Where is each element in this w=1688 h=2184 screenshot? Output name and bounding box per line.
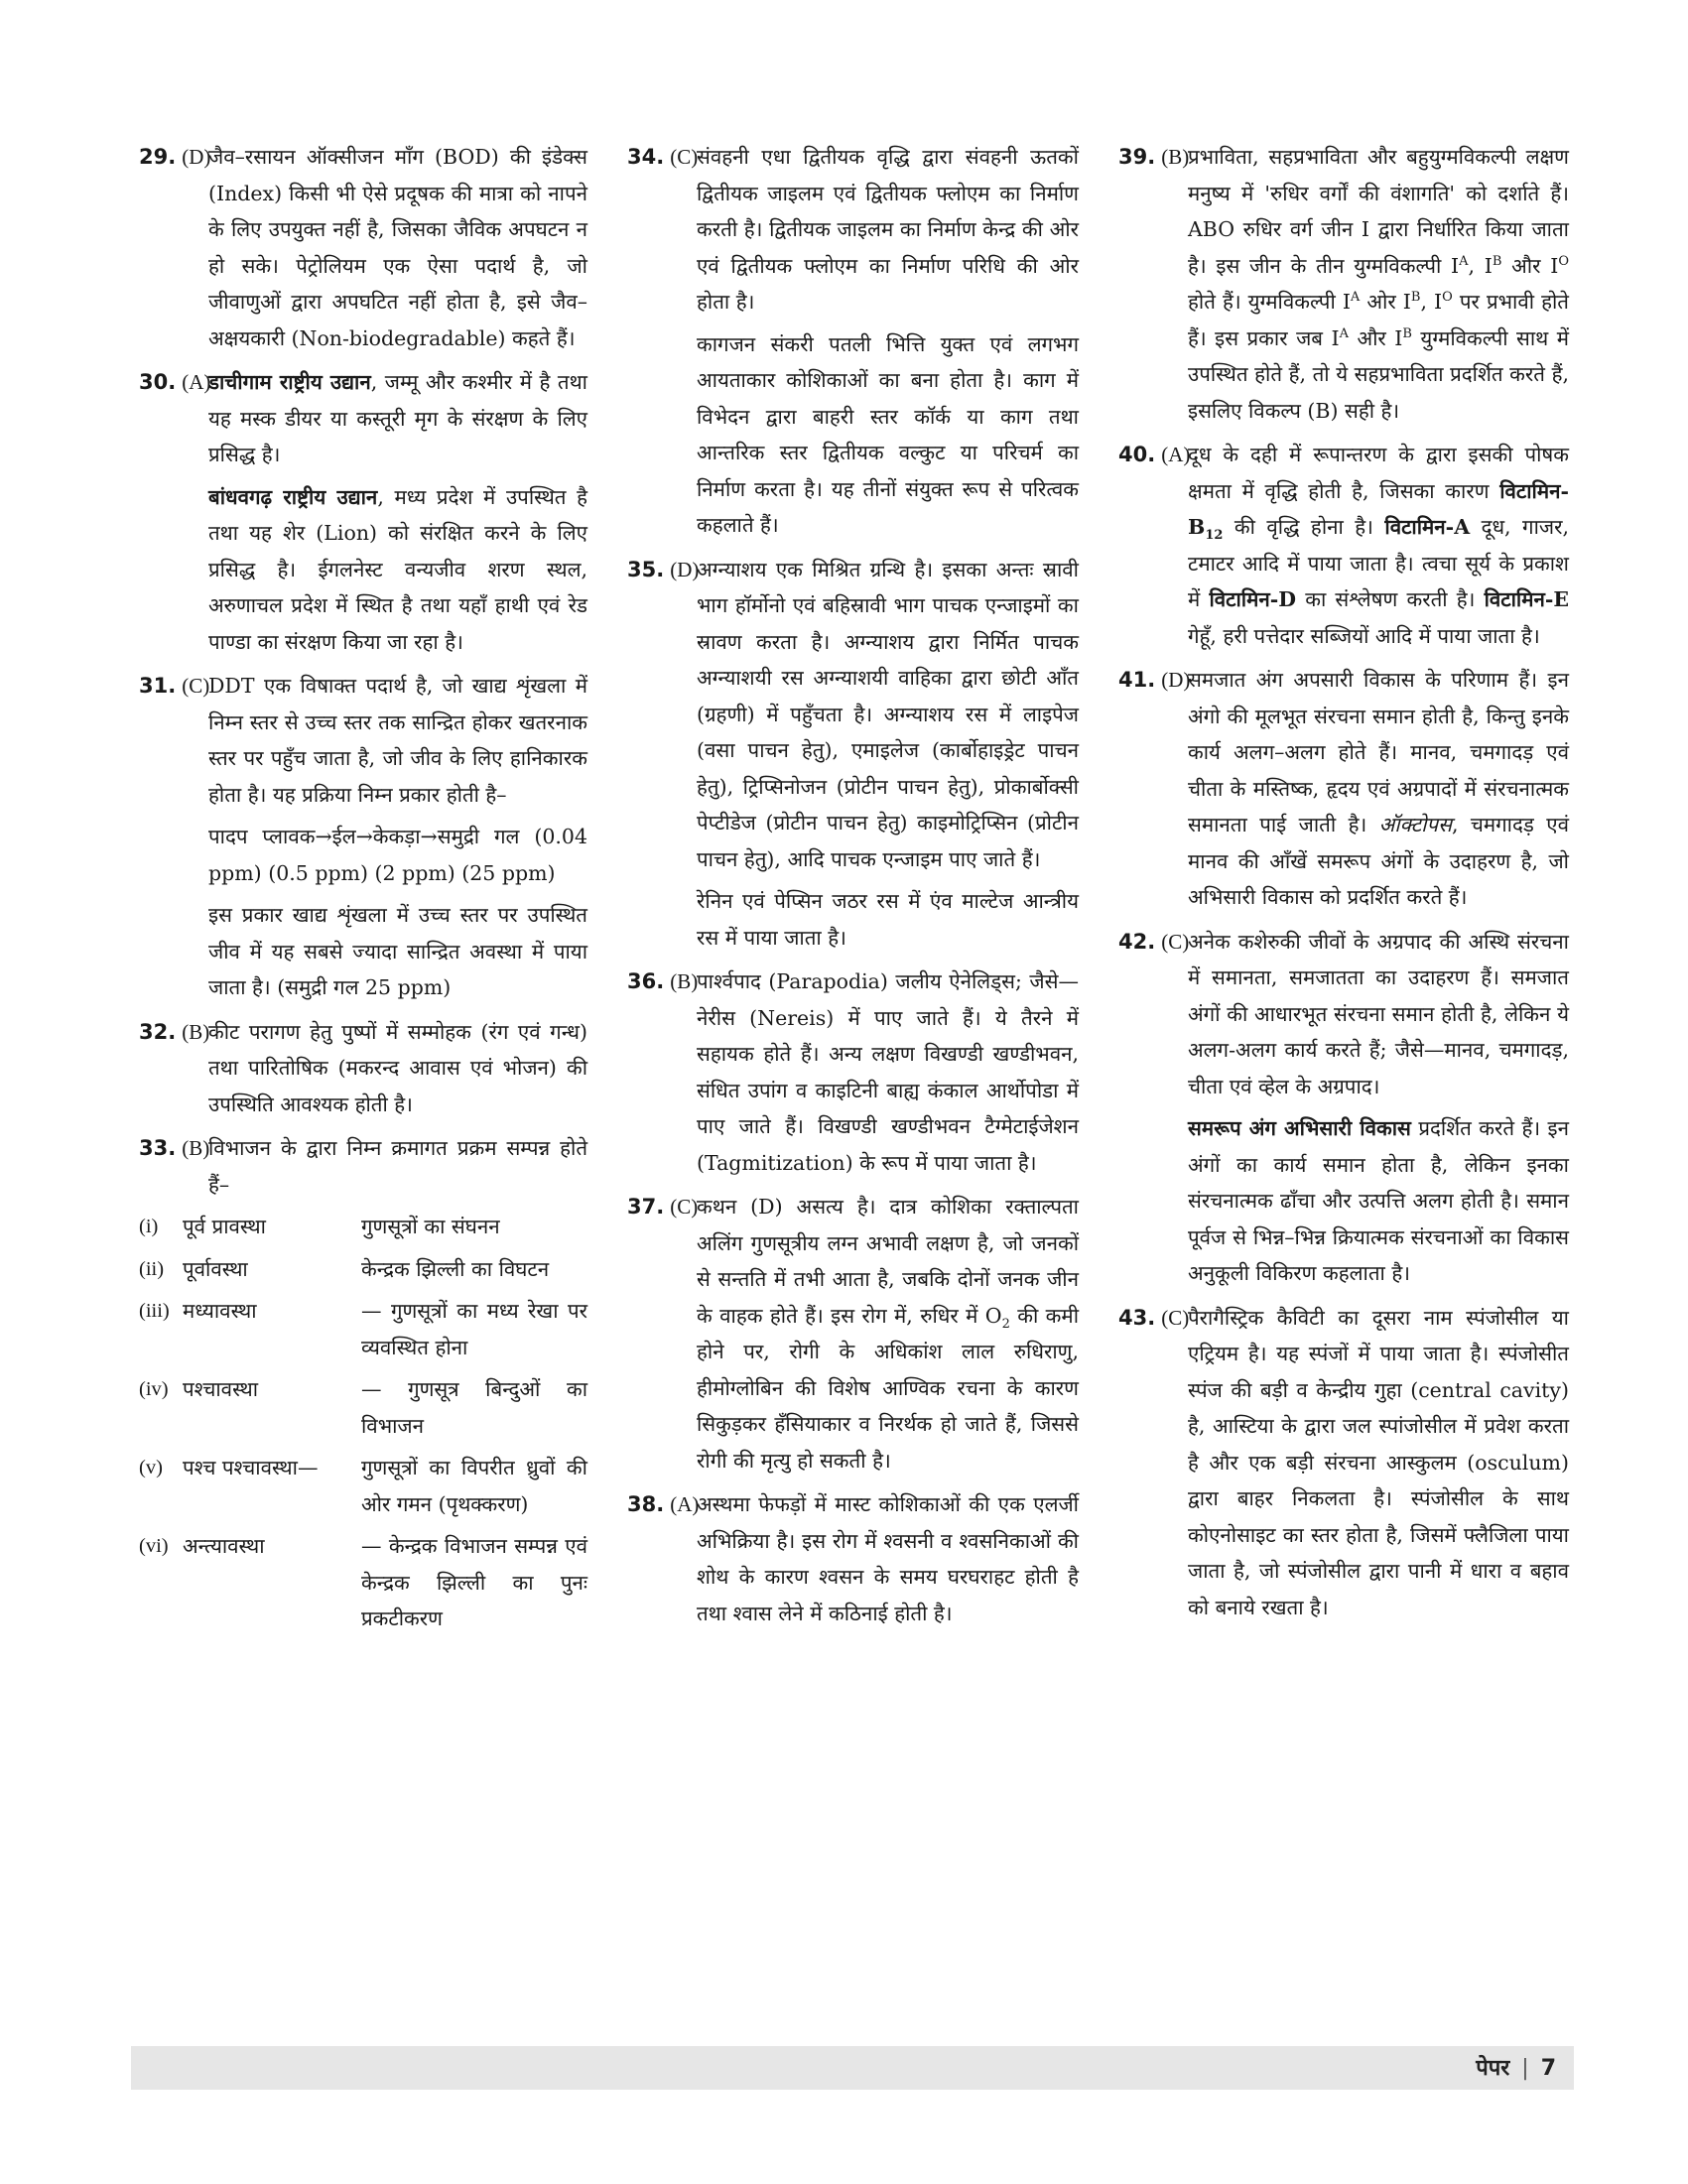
answer-30 [139, 364, 587, 660]
answer-40 [1118, 437, 1569, 654]
answer-37 [627, 1189, 1079, 1478]
answer-header [1118, 437, 1190, 473]
stage-name: पूर्वावस्था [183, 1256, 248, 1281]
answer-header [627, 1189, 698, 1225]
answer-option: (D) [670, 557, 700, 581]
explanation-text [1188, 437, 1569, 654]
text-run: की कमी होने पर, रोगी के अधिकांश लाल रुधिराणु, हीमोग्लोबिन की विशेष आण्विक रचना के कारण सिकुड़कर हँसियाकार व निरर्थक हो जाते हैं, जिससे रोगी की मृत्यु हो सकती है। [697, 1303, 1079, 1473]
answer-41 [1118, 662, 1569, 916]
stage-roman: (ii) [139, 1257, 165, 1280]
question-number: 32. [139, 1019, 177, 1044]
answer-38 [627, 1486, 1079, 1631]
answer-header [627, 552, 699, 588]
answer-29 [139, 139, 587, 356]
explanation-text: रेनिन एवं पेप्सिन जठर रस में एंव माल्टेज आन्त्रीय रस में पाया जाता है। [697, 889, 1079, 950]
stage-name: अन्त्यावस्था [183, 1534, 265, 1558]
answer-33 [139, 1130, 587, 1637]
stage-name: पश्च पश्चावस्था— [183, 1456, 319, 1479]
subscript: 2 [1001, 1316, 1010, 1332]
answer-header [627, 1486, 699, 1523]
text-run: प्रभाविता, सहप्रभाविता और बहुयुग्मविकल्पी लक्षण मनुष्य में 'रुधिर वर्गों की वंशागति' को दर्शाते हैं। ABO रुधिर वर्ग जीन I द्वारा निर्धारित किया जाता है। इस जीन के तीन युग्मविकल्पी I [1188, 145, 1569, 278]
question-number: 39. [1118, 145, 1156, 169]
answer-option: (C) [1161, 1305, 1190, 1330]
answer-32 [139, 1014, 587, 1123]
footer-section-label: पेपर [1476, 2056, 1510, 2081]
text-run: गेहूँ, हरी पत्तेदार सब्जियों आदि में पाया जाता है। [1188, 623, 1540, 648]
column-right [1118, 139, 1569, 1633]
question-number: 43. [1118, 1305, 1156, 1330]
question-number: 35. [627, 557, 665, 581]
answer-35 [627, 552, 1079, 957]
subscript: 12 [1205, 528, 1224, 544]
answer-option: (C) [182, 674, 210, 698]
answer-option: (C) [1161, 929, 1190, 954]
question-number: 36. [627, 969, 665, 993]
answer-option: (B) [670, 969, 699, 993]
explanation-text: विभाजन के द्वारा निम्न क्रमागत प्रक्रम सम्पन्न होते हैं– [208, 1136, 587, 1197]
question-number: 41. [1118, 668, 1156, 692]
answer-option: (A) [670, 1492, 700, 1516]
text-run: , चमगादड़ एवं मानव की आँखें समरूप अंगों के उदाहरण है, जो अभिसारी विकास को प्रदर्शित करते हैं। [1188, 813, 1569, 909]
answer-option: (B) [182, 1019, 210, 1044]
answer-header [627, 964, 698, 1000]
answer-option: (A) [1161, 443, 1191, 466]
answer-option: (B) [182, 1136, 210, 1160]
answer-header [1118, 662, 1190, 699]
answer-39 [1118, 139, 1569, 429]
text-run: , I [1420, 290, 1443, 314]
stage-roman: (v) [139, 1457, 163, 1478]
superscript: O [1442, 290, 1453, 306]
answer-header [139, 364, 210, 401]
superscript: A [1350, 290, 1361, 306]
answer-header [139, 1014, 209, 1051]
answer-header [139, 1130, 209, 1167]
superscript: A [1339, 325, 1349, 341]
answer-option: (C) [670, 1195, 699, 1219]
superscript: O [1558, 253, 1569, 269]
stage-row [139, 1293, 587, 1365]
stage-row [139, 1371, 587, 1444]
question-number: 33. [139, 1136, 177, 1160]
stage-name: पश्चावस्था [183, 1377, 259, 1401]
column-left [139, 139, 587, 1645]
bold-term: विटामिन-E [1484, 587, 1569, 611]
stage-desc: केन्द्रक झिल्ली का विघटन [361, 1256, 550, 1281]
text-run: और I [1501, 253, 1559, 278]
stage-row [139, 1251, 587, 1288]
superscript: A [1459, 253, 1469, 269]
answer-43 [1118, 1300, 1569, 1626]
stage-desc: गुणसूत्रों का विपरीत ध्रुवों की ओर गमन (पृथक्करण) [361, 1456, 587, 1516]
question-number: 40. [1118, 443, 1156, 466]
text-run: पर प्रभावी होते हैं। इस प्रकार जब I [1188, 290, 1569, 350]
text-run: होते हैं। युग्मविकल्पी I [1188, 290, 1351, 314]
page-number: 7 [1540, 2056, 1556, 2081]
answer-header [139, 668, 209, 705]
stage-desc: — गुणसूत्र बिन्दुओं का विभाजन [361, 1377, 587, 1438]
stage-row [139, 1528, 587, 1637]
bold-term: समरूप अंग अभिसारी विकास [1188, 1116, 1411, 1140]
food-chain-text: पादप प्लावक→ईल→केकड़ा→समुद्री गल (0.04 ppm) (0.5 ppm) (2 ppm) (25 ppm) [208, 825, 587, 885]
question-number: 31. [139, 674, 177, 698]
answer-header [139, 139, 210, 176]
explanation-text [1188, 662, 1569, 916]
text-run: समजात अंग अपसारी विकास के परिणाम हैं। इन अंगो की मूलभूत संरचना समान होती है, किन्तु इनके कार्य अलग–अलग होते हैं। मानव, चमगादड़ एवं चीता के मस्तिष्क, हृदय एवं अग्रपादों में संरचनात्मक समानता पाई जाती है। [1188, 668, 1569, 836]
explanation-text [697, 1189, 1079, 1478]
explanation-text: अग्न्याशय एक मिश्रित ग्रन्थि है। इसका अन्तः स्रावी भाग हॉर्मोनो एवं बहिस्रावी भाग पाचक एन्जाइमों का स्रावण करता है। अग्न्याशय द्वारा निर्मित पाचक अग्न्याशयी रस अग्न्याशयी वाहिका द्वारा छोटी आँत (ग्रहणी) में पहुँचता है। अग्न्याशय रस में लाइपेज (वसा पाचन हेतु), एमाइलेज (कार्बोहाइड्रेट पाचन हेतु), ट्रिप्सिनोजन (प्रोटीन पाचन हेतु), प्रोकार्बोक्सी पेप्टीडेज (प्रोटीन पाचन हेतु) काइमोट्रिप्सिन (प्रोटीन पाचन हेतु), आदि पाचक एन्जाइम पाए जाते हैं। [697, 557, 1079, 871]
answer-option: (A) [182, 370, 211, 394]
stage-desc: — केन्द्रक विभाजन सम्पन्न एवं केन्द्रक झिल्ली का पुनः प्रकटीकरण [361, 1534, 587, 1630]
explanation-text: पार्श्वपाद (Parapodia) जलीय ऐनेलिड्स; जैसे—नेरीस (Nereis) में पाए जाते हैं। ये तैरने में सहायक होते हैं। अन्य लक्षण विखण्डी खण्डीभवन, संधित उपांग व काइटिनी बाह्य कंकाल आर्थोपोडा में पाए जाते हैं। विखण्डी खण्डीभवन टैग्मेटाईजेशन (Tagmitization) के रूप में पाया जाता है। [697, 969, 1079, 1175]
explanation-text [1188, 1110, 1569, 1292]
text-run: युग्मविकल्पी साथ में उपस्थित होते हैं, तो ये सहप्रभाविता प्रदर्शित करते हैं, इसलिए विकल्प (B) सही है। [1188, 325, 1570, 423]
stage-roman: (iv) [139, 1378, 169, 1400]
italic-term: ऑक्टोपस [1378, 813, 1452, 836]
question-number: 38. [627, 1492, 665, 1516]
footer-page-label [1476, 2052, 1556, 2082]
stage-roman: (vi) [139, 1535, 169, 1557]
text-run: , I [1468, 253, 1493, 278]
text-run: और I [1348, 325, 1403, 350]
explanation-text: DDT एक विषाक्त पदार्थ है, जो खाद्य शृंखला में निम्न स्तर से उच्च स्तर तक सान्द्रित होकर खतरनाक स्तर पर पहुँच जाता है, जो जीव के लिए हानिकारक होता है। यह प्रक्रिया निम्न प्रकार होती है– [208, 674, 587, 807]
bold-term: विटामिन-D [1209, 587, 1297, 611]
mitosis-stage-list [139, 1209, 587, 1637]
answer-31 [139, 668, 587, 1006]
text-run: दूध के दही में रूपान्तरण के द्वारा इसकी पोषक क्षमता में वृद्धि होती है, जिसका कारण [1188, 443, 1569, 503]
text-run: प्रदर्शित करते हैं। इन अंगों का कार्य समान होता है, लेकिन इनका संरचनात्मक ढाँचा और उत्पत्ति अलग होती है। समान पूर्वज से भिन्न–भिन्न क्रियात्मक संरचनाओं का विकास अनुकूली विकिरण कहलाता है। [1188, 1116, 1570, 1285]
bold-term: डाचीगाम राष्ट्रीय उद्यान [208, 370, 371, 394]
stage-roman: (iii) [139, 1300, 170, 1322]
page-footer [131, 2046, 1574, 2090]
superscript: B [1402, 325, 1412, 341]
text-run: का संश्लेषण करती है। [1296, 587, 1485, 611]
answer-42 [1118, 924, 1569, 1292]
question-number: 37. [627, 1195, 665, 1219]
answer-header [627, 139, 698, 176]
answer-34 [627, 139, 1079, 544]
question-number: 34. [627, 145, 665, 169]
stage-desc: गुणसूत्रों का संघनन [361, 1215, 500, 1238]
answer-36 [627, 964, 1079, 1181]
bold-term: विटामिन-B [1188, 478, 1569, 539]
superscript: B [1492, 253, 1502, 269]
text-run: , जम्मू और कश्मीर में है तथा यह मस्क डीयर या कस्तूरी मृग के संरक्षण के लिए प्रसिद्ध है। [208, 370, 587, 466]
explanation-text: इस प्रकार खाद्य शृंखला में उच्च स्तर पर उपस्थित जीव में यह सबसे ज्यादा सान्द्रित अवस्था में पाया जाता है। (समुद्री गल 25 ppm) [208, 903, 587, 999]
text-run: , मध्य प्रदेश में उपस्थित है तथा यह शेर (Lion) को संरक्षित करने के लिए प्रसिद्ध है। ईगलनेस्ट वन्यजीव शरण स्थल, अरुणाचल प्रदेश में स्थित है तथा यहाँ हाथी एवं रेड पाण्डा का संरक्षण किया जा रहा है। [208, 484, 587, 654]
explanation-text [1188, 139, 1569, 429]
column-middle [627, 139, 1079, 1639]
footer-separator: | [1521, 2056, 1529, 2081]
text-run: ओर I [1360, 290, 1411, 314]
explanation-text [208, 364, 587, 473]
question-number: 30. [139, 370, 177, 394]
answer-option: (C) [670, 145, 699, 169]
stage-name: मध्यावस्था [183, 1299, 257, 1323]
answer-header [1118, 1300, 1189, 1337]
stage-row [139, 1209, 587, 1245]
stage-row [139, 1450, 587, 1522]
text-run: कथन (D) असत्य है। दात्र कोशिका रक्ताल्पता अलिंग गुणसूत्रीय लग्न अभावी लक्षण है, जो जनकों से सन्तति में तभी आता है, जबकि दोनों जनक जीन के वाहक होते हैं। इस रोग में, रुधिर में O [697, 1195, 1079, 1328]
bold-term: बांधवगढ़ राष्ट्रीय उद्यान [208, 484, 378, 509]
answer-option: (B) [1161, 145, 1190, 169]
explanation-text: अस्थमा फेफड़ों में मास्ट कोशिकाओं की एक एलर्जी अभिक्रिया है। इस रोग में श्वसनी व श्वसनिकाओं की शोथ के कारण श्वसन के समय घरघराहट होती है तथा श्वास लेने में कठिनाई होती है। [697, 1492, 1079, 1625]
explanation-text: जैव–रसायन ऑक्सीजन माँग (BOD) की इंडेक्स (Index) किसी भी ऐसे प्रदूषक की मात्रा को नापने के लिए उपयुक्त नहीं है, जिसका जैविक अपघटन न हो सके। पेट्रोलियम एक ऐसा पदार्थ है, जो जीवाणुओं द्वारा अपघटित नहीं होता है, इसे जैव–अक्षयकारी (Non-biodegradable) कहते हैं। [208, 145, 587, 350]
explanation-text: कागजन संकरी पतली भित्ति युक्त एवं लगभग आयताकार कोशिकाओं का बना होता है। काग में विभेदन द्वारा बाहरी स्तर कॉर्क या काग तथा आन्तरिक स्तर द्वितीयक वल्कुट या परिचर्म का निर्माण करता है। यह तीनों संयुक्त रूप से परित्वक कहलाते हैं। [697, 331, 1079, 537]
explanation-text [208, 479, 587, 661]
explanation-text: पैरागैस्ट्रिक कैविटी का दूसरा नाम स्पंजोसील या एट्रियम है। यह स्पंजों में पाया जाता है। स्पंजोसीत स्पंज की बड़ी व केन्द्रीय गुहा (central cavity) है, आस्टिया के द्वारा जल स्पांजोसील में प्रवेश करता है और एक बड़ी संरचना आस्कुलम (osculum) द्वारा बाहर निकलता है। स्पंजोसील के साथ कोएनोसाइट का स्तर होता है, जिसमें फ्लैजिला पाया जाता है, जो स्पंजोसील द्वारा पानी में धारा व बहाव को बनाये रखता है। [1188, 1305, 1569, 1619]
stage-name: पूर्व प्रावस्था [183, 1215, 266, 1238]
explanation-text: अनेक कशेरुकी जीवों के अग्रपाद की अस्थि संरचना में समानता, समजातता का उदाहरण हैं। समजात अंगों की आधारभूत संरचना समान होती है, लेकिन ये अलग-अलग कार्य करते हैं; जैसे—मानव, चमगादड़, चीता एवं व्हेल के अग्रपाद। [1188, 929, 1569, 1098]
answer-header [1118, 139, 1189, 176]
stage-desc: — गुणसूत्रों का मध्य रेखा पर व्यवस्थित होना [361, 1299, 587, 1359]
answer-option: (D) [182, 145, 211, 169]
answer-header [1118, 924, 1189, 961]
bold-term: विटामिन-A [1384, 515, 1471, 539]
question-number: 29. [139, 145, 177, 169]
explanation-text: संवहनी एधा द्वितीयक वृद्धि द्वारा संवहनी ऊतकों द्वितीयक जाइलम एवं द्वितीयक फ्लोएम का निर्माण करती है। द्वितीयक जाइलम का निर्माण केन्द्र की ओर एवं द्वितीयक फ्लोएम का निर्माण परिधि की ओर होता है। [697, 145, 1079, 314]
text-run: की वृद्धि होना है। [1223, 515, 1385, 539]
superscript: B [1410, 290, 1421, 306]
question-number: 42. [1118, 929, 1156, 954]
text-run: दूध, गाजर, टमाटर आदि में पाया जाता है। त्वचा सूर्य के प्रकाश में [1188, 515, 1569, 611]
answer-option: (D) [1161, 668, 1191, 692]
explanation-text: कीट परागण हेतु पुष्पों में सम्मोहक (रंग एवं गन्ध) तथा पारितोषिक (मकरन्द आवास एवं भोजन) की उपस्थिति आवश्यक होती है। [208, 1019, 587, 1116]
stage-roman: (i) [139, 1216, 159, 1237]
